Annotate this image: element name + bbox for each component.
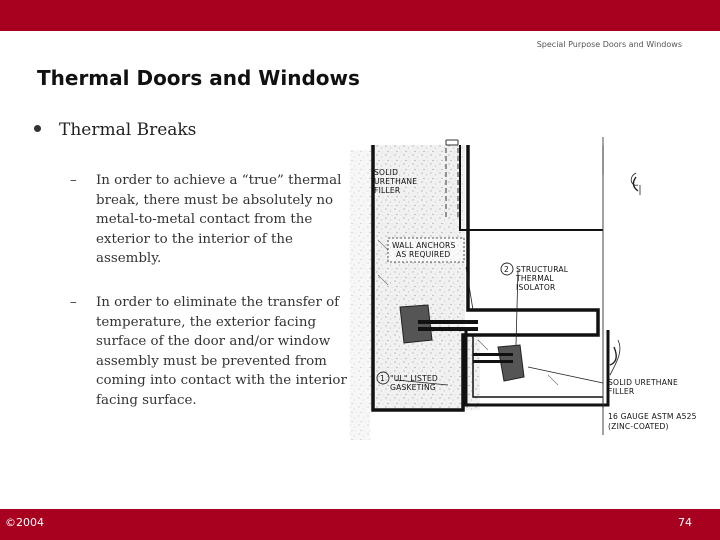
label-solid-filler-right-1: SOLID URETHANE [608, 378, 678, 387]
label-gasket-2: GASKETING [390, 383, 436, 392]
diagram-svg [348, 135, 720, 440]
label-solid-filler-top-3: FILLER [374, 186, 401, 195]
label-gauge-1: 16 GAUGE ASTM A525 [608, 412, 697, 421]
callout-hook-icon [633, 177, 638, 191]
thermal-break-diagram [348, 135, 720, 440]
subpoint-dash: – [70, 173, 77, 188]
label-gauge-2: (ZINC-COATED) [608, 422, 669, 431]
label-solid-filler-right-2: FILLER [608, 387, 635, 396]
subpoint-text: In order to eliminate the transfer of temperature, the exterior facing surface of the door and/or window assembly must be prevented from coming into contact with the interior facing surface. [96, 295, 347, 408]
main-bullet [34, 120, 196, 140]
main-bullet-text: Thermal Breaks [59, 120, 197, 140]
bottom-bar [0, 509, 720, 540]
subpoint-dash: – [70, 295, 77, 310]
label-solid-filler-top-1: SOLID [374, 168, 399, 177]
copyright-text: ©2004 [5, 516, 44, 529]
door-frame-line [460, 145, 603, 230]
bullet-dot-icon [34, 125, 41, 132]
page-number: 74 [678, 516, 692, 529]
section-header: Special Purpose Doors and Windows [536, 40, 682, 49]
label-callout-2: 2 [504, 265, 510, 274]
subpoint-text: In order to achieve a “true” thermal break, there must be absolutely no metal-to-metal contact from the exterior to the interior of the assembly. [96, 173, 342, 267]
label-callout-1: 1 [380, 374, 386, 383]
door-leaf [466, 330, 608, 405]
label-gasket-1: "UL" LISTED [390, 374, 438, 383]
subpoint-1 [70, 171, 352, 269]
label-wall-anchors-1: WALL ANCHORS [392, 241, 456, 250]
label-wall-anchors-2: AS REQUIRED [396, 250, 451, 259]
label-structural-1: STRUCTURAL [516, 265, 569, 274]
label-solid-filler-top-2: URETHANE [374, 177, 418, 186]
subpoint-2 [70, 293, 352, 411]
label-structural-3: ISOLATOR [516, 283, 556, 292]
label-structural-2: THERMAL [516, 274, 554, 283]
slide-title: Thermal Doors and Windows [37, 66, 360, 90]
top-bar [0, 0, 720, 31]
